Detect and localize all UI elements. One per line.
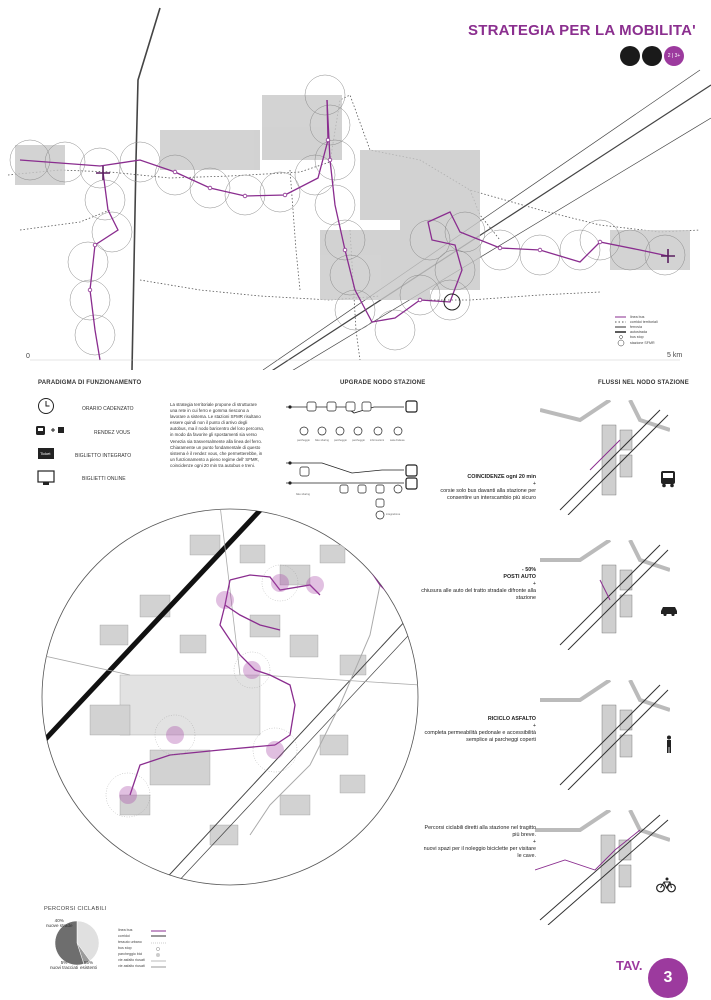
legend-item: vie asfalto riusati — [118, 964, 145, 968]
flow-plus: + — [532, 481, 536, 487]
legend-item: bus stop — [118, 946, 132, 950]
legend-item: stazione SFMR — [630, 341, 655, 345]
train-bus-icon — [36, 426, 64, 435]
svg-text:bike sharing: bike sharing — [315, 439, 329, 442]
legend-item: ferrovia — [630, 325, 642, 329]
flow-diagram-2 — [540, 540, 670, 650]
page-title: STRATEGIA PER LA MOBILITA' — [468, 22, 696, 39]
legend-item: linea bus — [118, 928, 133, 932]
pie-label: 55% esistenti — [80, 960, 97, 971]
svg-text:parcheggio: parcheggio — [334, 439, 347, 442]
flow-text-3 — [420, 716, 536, 744]
bottom-legend-symbols — [150, 929, 168, 973]
legend-item: vie asfalto riusati — [118, 958, 145, 962]
flow-diagram-4 — [535, 810, 670, 925]
flow-body: nuovi spazi per il noleggio biciclette per visitare le cave. — [423, 846, 536, 859]
table-number: 3 — [648, 958, 688, 998]
svg-text:sala d'attesa: sala d'attesa — [390, 439, 405, 442]
bicycle-icon — [656, 877, 676, 893]
legend-item: autostrada — [630, 330, 647, 334]
scale-end: 5 km — [667, 352, 683, 359]
paradigm-label: BIGLIETTI ONLINE — [82, 476, 126, 482]
legend-item: tessuto urbano — [118, 940, 142, 944]
table-label: TAV. — [616, 958, 643, 973]
pie-label: 40% nuove strade — [46, 918, 73, 929]
paradigm-description: La strategia territoriale propone di strutturare una rete in cui ferro e gomma riescono a lavorare a sistema. Le stazioni SFMR risultano essere quindi non il punto di arrivo degli autobus, ma il nodo baricentro del loro percorso, in modo da favorire gli spostamenti sia verso Venezia sia trasversalmente alla linea del ferro. Chiaramente un punto fondamentale di questo sistema è il rendez vous, che permetterebbe, in un funzionamento a pieno regime dell' SFMR, coincidenze ogni 20 min tra autobus e treni. — [170, 402, 265, 468]
legend-item: corridoi — [118, 934, 130, 938]
pedestrian-icon — [664, 735, 674, 753]
legend-item: corridoi territoriali — [630, 320, 658, 324]
svg-text:informazioni: informazioni — [370, 439, 384, 442]
flow-title: RICICLO ASFALTO — [487, 716, 536, 722]
paradigm-icons — [34, 396, 64, 492]
ticket-icon — [38, 448, 54, 459]
flow-title: - 50% POSTI AUTO — [503, 567, 536, 580]
computer-icon — [38, 471, 54, 485]
paradigm-label: ORARIO CADENZATO — [82, 406, 134, 412]
station-plan — [40, 505, 420, 890]
flows-heading: FLUSSI NEL NODO STAZIONE — [598, 380, 689, 386]
upgrade-diagram — [282, 395, 422, 520]
flow-diagram-3 — [540, 680, 670, 790]
pie-title: PERCORSI CICLABILI — [44, 906, 107, 912]
flow-title: Percorsi ciclabili diretti alla stazione nel tragitto più breve. — [424, 825, 536, 838]
svg-text:bike sharing: bike sharing — [296, 493, 310, 496]
flow-plus: + — [532, 581, 536, 587]
scale-start: 0 — [26, 353, 30, 360]
flow-plus: + — [532, 723, 536, 729]
svg-text:parcheggio: parcheggio — [297, 439, 310, 442]
svg-text:parcheggio: parcheggio — [352, 439, 365, 442]
bus-icon — [660, 470, 676, 488]
flow-body: completa permeabilità pedonale e accessibilità semplice ai parcheggi coperti — [424, 730, 536, 743]
flow-text-2 — [420, 567, 536, 602]
paradigm-label: BIGLIETTO INTEGRATO — [75, 453, 132, 459]
legend-item: parcheggio bici — [118, 952, 143, 956]
phase-dot-active: 2 | 3+ — [664, 46, 684, 66]
territorial-map — [0, 0, 711, 370]
pie-label: 5% nuovi tracciati — [50, 960, 79, 971]
flow-body: chiusura alle auto del tratto stradale difronte alla stazione — [421, 588, 536, 601]
svg-text:Ticket: Ticket — [40, 451, 51, 456]
flow-diagram-1 — [540, 400, 670, 515]
upgrade-heading: UPGRADE NODO STAZIONE — [340, 380, 426, 386]
flow-plus: + — [532, 839, 536, 845]
flow-text-1 — [420, 474, 536, 502]
car-icon — [660, 604, 678, 616]
legend-item: linea bus — [630, 315, 645, 319]
clock-icon — [39, 399, 54, 414]
flow-body: corsie solo bus davanti alla stazione per consentire un interscambio più sicuro — [440, 488, 536, 501]
svg-text:integrazione: integrazione — [386, 513, 401, 516]
paradigm-heading: PARADIGMA DI FUNZIONAMENTO — [38, 380, 142, 386]
flow-title: COINCIDENZE ogni 20 min — [467, 474, 536, 480]
legend-item: bus stop — [630, 335, 644, 339]
flow-text-4 — [420, 825, 536, 860]
paradigm-label: RENDEZ VOUS — [94, 430, 131, 436]
